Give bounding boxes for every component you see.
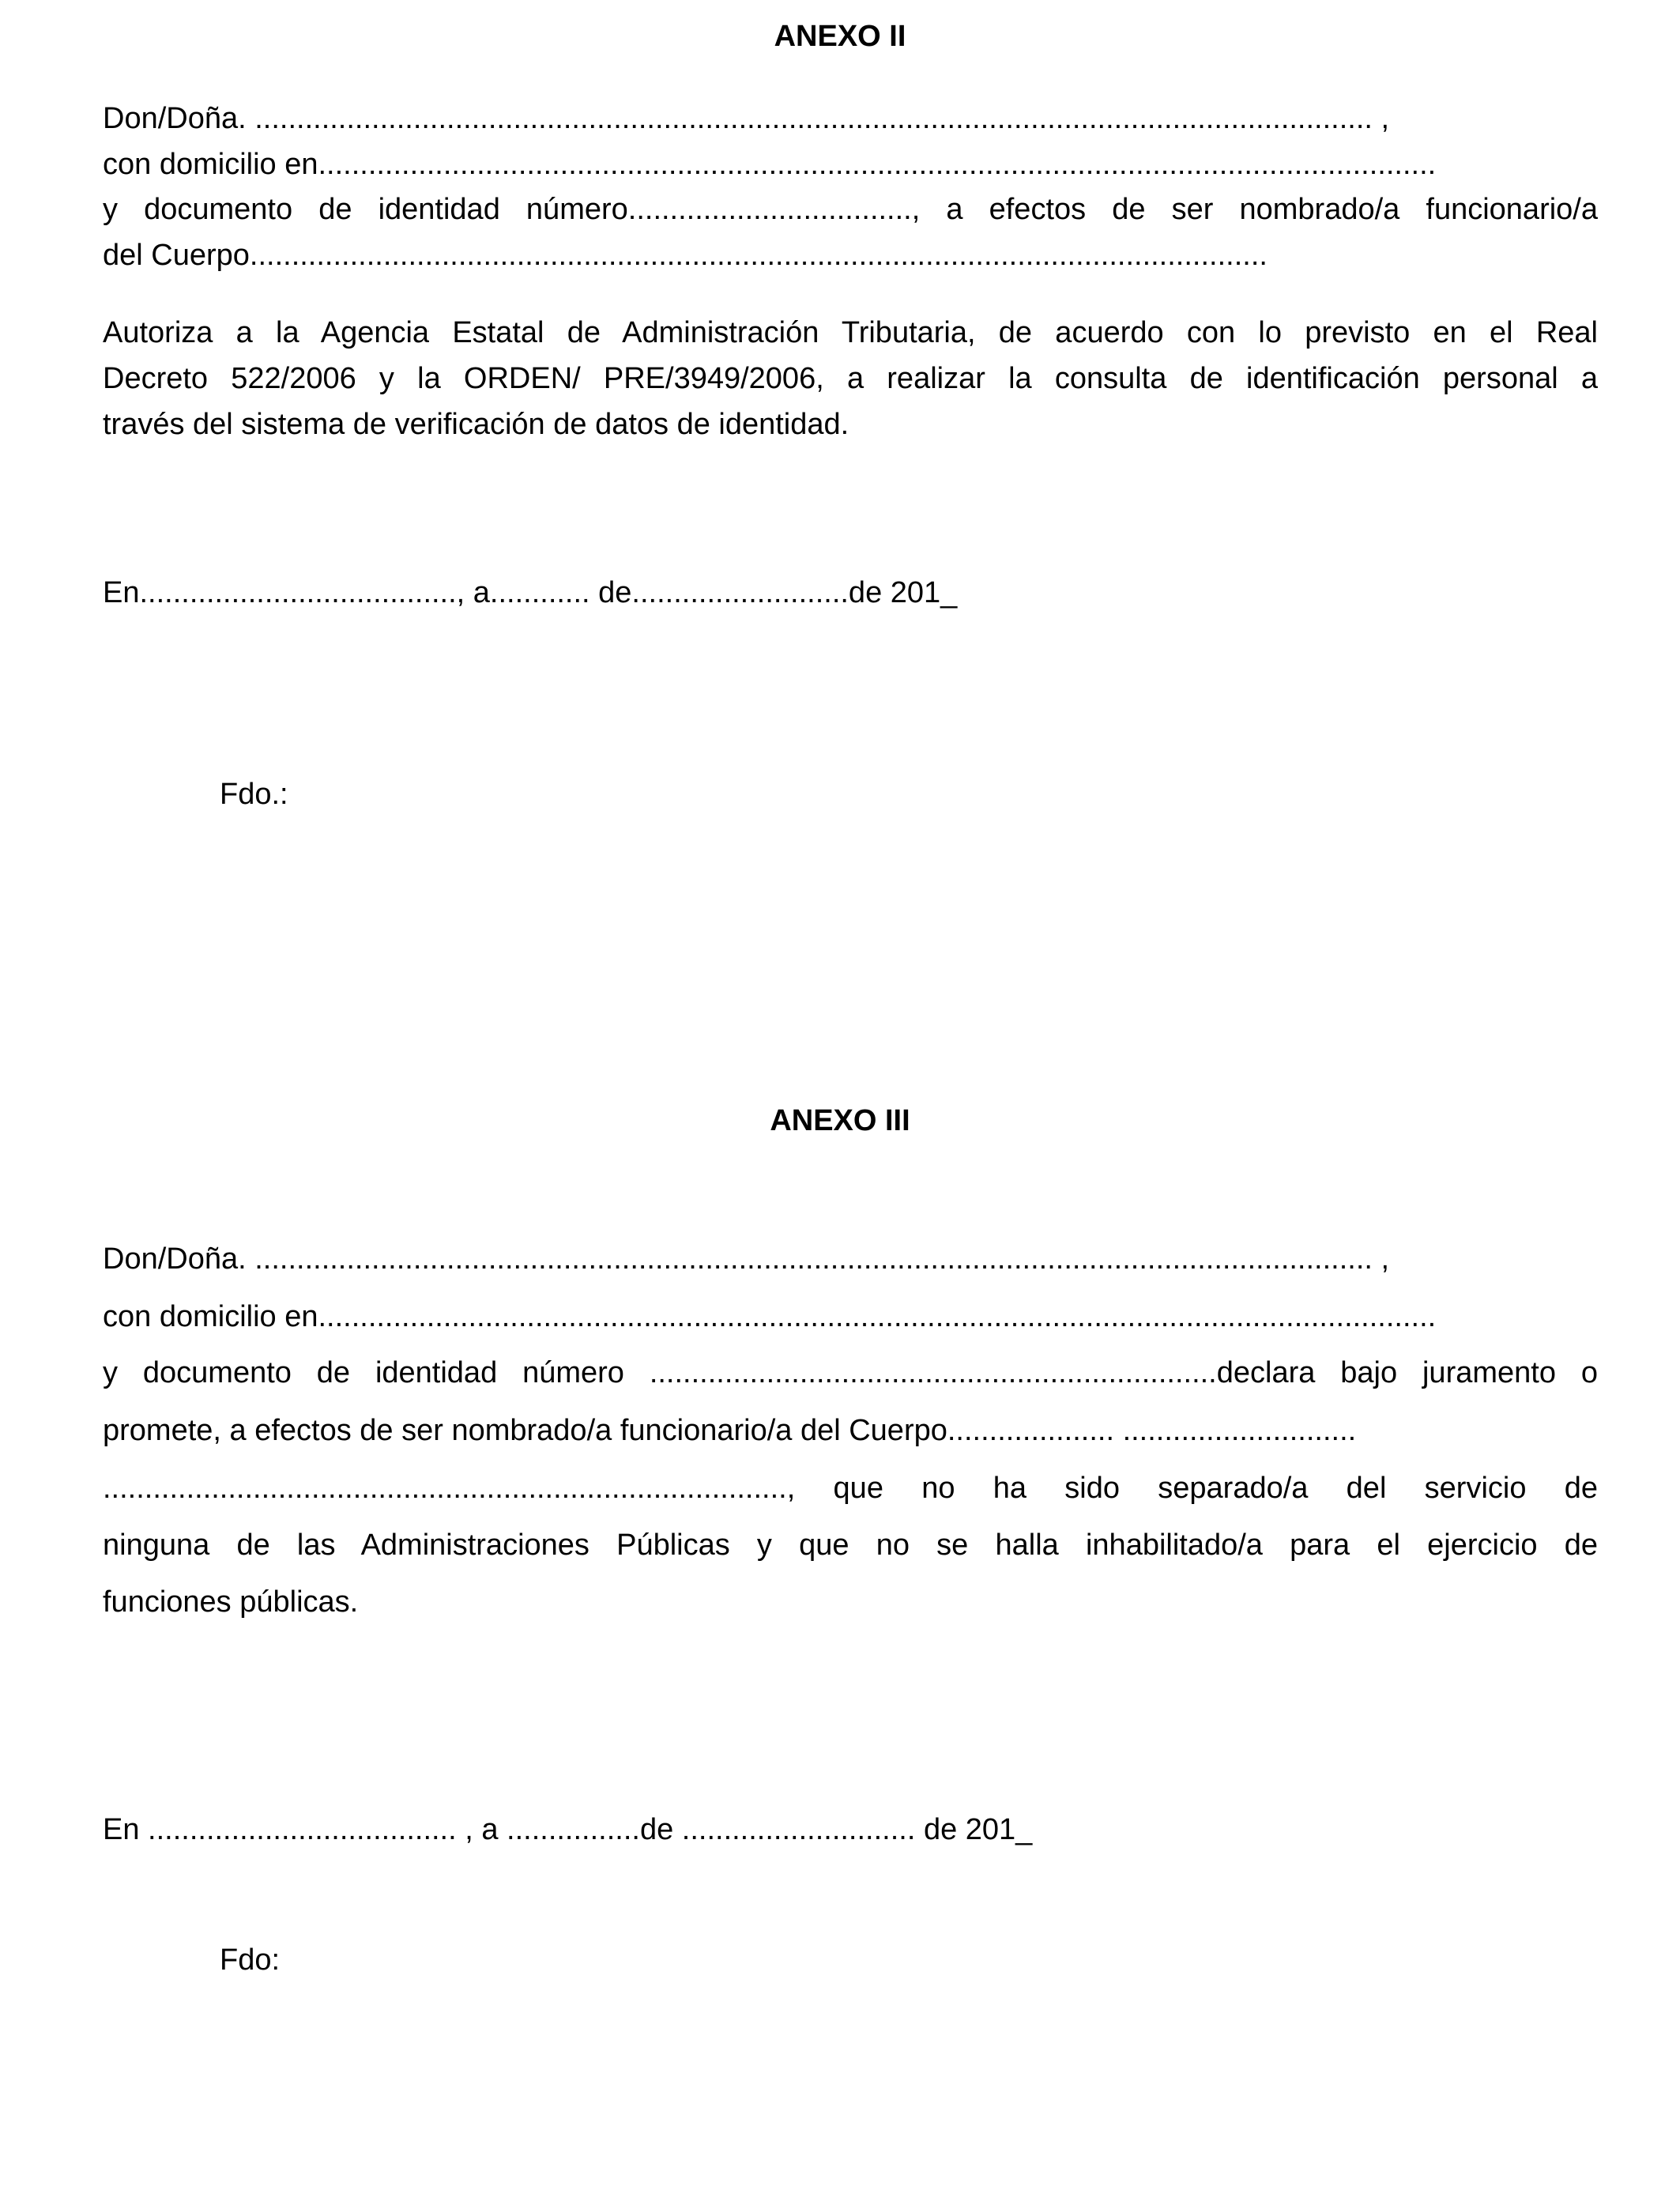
anexo-ii-authorization-line-2: Decreto 522/2006 y la ORDEN/ PRE/3949/2006, a realizar la consulta de identificación personal a <box>103 362 1598 395</box>
anexo-ii-address-line: con domicilio en...................................................................................................................................... <box>103 148 1437 181</box>
anexo-ii-title: ANEXO II <box>774 20 906 53</box>
anexo-iii-address-line: con domicilio en...................................................................................................................................... <box>103 1300 1437 1333</box>
anexo-ii-signature-label: Fdo.: <box>220 778 288 811</box>
anexo-iii-declaration-line-1: .................................................................................., que no ha sido separado/a del servicio de <box>103 1472 1598 1505</box>
anexo-iii-title: ANEXO III <box>770 1104 910 1137</box>
anexo-ii-name-line: Don/Doña. ...................................................................................................................................... , <box>103 102 1390 135</box>
anexo-iii-declaration-line-3: funciones públicas. <box>103 1585 359 1619</box>
anexo-ii-date-line: En......................................, a............ de..........................de 201_ <box>103 576 958 609</box>
anexo-iii-id-line: y documento de identidad número ....................................................................declara bajo juramento o <box>103 1356 1598 1389</box>
anexo-iii-cuerpo-line: promete, a efectos de ser nombrado/a funcionario/a del Cuerpo.................... ............................ <box>103 1414 1357 1447</box>
anexo-iii-signature-label: Fdo: <box>220 1943 281 1977</box>
anexo-ii-authorization-line-1: Autoriza a la Agencia Estatal de Administración Tributaria, de acuerdo con lo previsto en el Real <box>103 316 1598 349</box>
anexo-ii-id-line: y documento de identidad número.................................., a efectos de ser nombrado/a funcionario/a <box>103 193 1598 226</box>
anexo-ii-cuerpo-line: del Cuerpo.......................................................................................................................... <box>103 239 1268 272</box>
anexo-iii-declaration-line-2: ninguna de las Administraciones Públicas y que no se halla inhabilitado/a para el ejercicio de <box>103 1529 1598 1562</box>
anexo-ii-authorization-line-3: través del sistema de verificación de datos de identidad. <box>103 408 849 441</box>
anexo-iii-name-line: Don/Doña. ...................................................................................................................................... , <box>103 1242 1390 1276</box>
anexo-iii-date-line: En ..................................... , a ................de ............................ de 201_ <box>103 1813 1033 1846</box>
